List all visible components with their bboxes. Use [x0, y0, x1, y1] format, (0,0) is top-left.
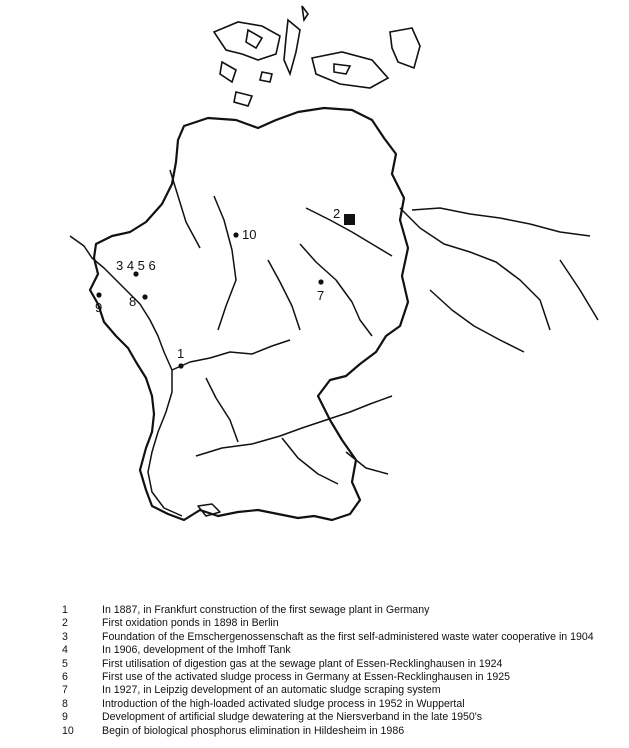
marker-7-label: 7: [317, 288, 325, 303]
marker-1-label: 1: [177, 346, 185, 361]
legend: [62, 604, 622, 738]
legend-item: [62, 711, 622, 724]
legend-item-number: 1: [62, 604, 68, 616]
marker-3456-label: 3 4 5 6: [116, 258, 156, 273]
legend-item-number: 8: [62, 697, 68, 710]
marker-10-label: 10: [242, 227, 257, 242]
marker-7-dot: [318, 279, 323, 284]
legend-item: [62, 604, 622, 617]
marker-1-dot: [178, 363, 183, 368]
legend-item: [62, 684, 622, 697]
baltic-islands: [214, 6, 420, 106]
legend-item-number: 5: [62, 657, 68, 670]
lake-constance: [198, 504, 220, 516]
marker-10-dot: [233, 232, 238, 237]
legend-item: [62, 617, 622, 630]
legend-item: [62, 658, 622, 671]
legend-item-text: In 1906, development of the Imhoff Tank: [102, 644, 291, 657]
legend-item-text: In 1887, in Frankfurt construction of the first sewage plant in Germany: [102, 604, 430, 616]
legend-item-number: 3: [62, 630, 68, 643]
ems-river: [170, 170, 200, 248]
legend-item-text: First oxidation ponds in 1898 in Berlin: [102, 617, 279, 630]
legend-item-text: Introduction of the high-loaded activated sludge process in 1952 in Wuppertal: [102, 697, 465, 710]
country-border: [90, 108, 408, 520]
legend-item: [62, 725, 622, 738]
legend-item-number: 6: [62, 671, 68, 684]
saale-river: [268, 260, 300, 330]
legend-item: [62, 631, 622, 644]
legend-item-number: 2: [62, 617, 68, 630]
marker-2-square: [344, 214, 355, 225]
marker-9-dot: [96, 292, 101, 297]
isar-river: [282, 438, 338, 484]
legend-item-text: First utilisation of digestion gas at the sewage plant of Essen-Recklinghausen in 1924: [102, 657, 503, 670]
legend-item-number: 10: [62, 724, 74, 737]
oder-river: [400, 208, 550, 330]
legend-item-text: Begin of biological phosphorus elimination in Hildesheim in 1986: [102, 724, 405, 737]
marker-8-label: 8: [129, 294, 137, 309]
neckar-river: [206, 378, 238, 442]
marker-8-dot: [142, 294, 147, 299]
legend-item-number: 4: [62, 644, 68, 657]
legend-item-text: In 1927, in Leipzig development of an automatic sludge scraping system: [102, 684, 441, 697]
main-river: [172, 340, 290, 370]
legend-item-text: First use of the activated sludge process in Germany at Essen-Recklinghausen in 1925: [102, 671, 511, 684]
marker-2-label: 2: [333, 206, 341, 221]
weser-river: [214, 196, 236, 330]
elbe-river: [300, 244, 372, 336]
danube-river: [196, 396, 392, 456]
legend-item: [62, 671, 622, 684]
rhine-river: [70, 236, 185, 516]
legend-item: [62, 698, 622, 711]
rivers: [70, 170, 598, 516]
legend-item-text: Development of artificial sludge dewatering at the Niersverband in the late 1950's: [102, 711, 483, 724]
vistula-river: [412, 208, 590, 236]
legend-item-text: Foundation of the Emschergenossenschaft as the first self-administered waste water cooperative in 1904: [102, 630, 594, 643]
marker-9-label: 9: [95, 300, 103, 315]
bug-river: [560, 260, 598, 320]
legend-item: [62, 644, 622, 657]
warta-river: [430, 290, 524, 352]
legend-item-number: 7: [62, 684, 68, 697]
legend-item-number: 9: [62, 711, 68, 724]
